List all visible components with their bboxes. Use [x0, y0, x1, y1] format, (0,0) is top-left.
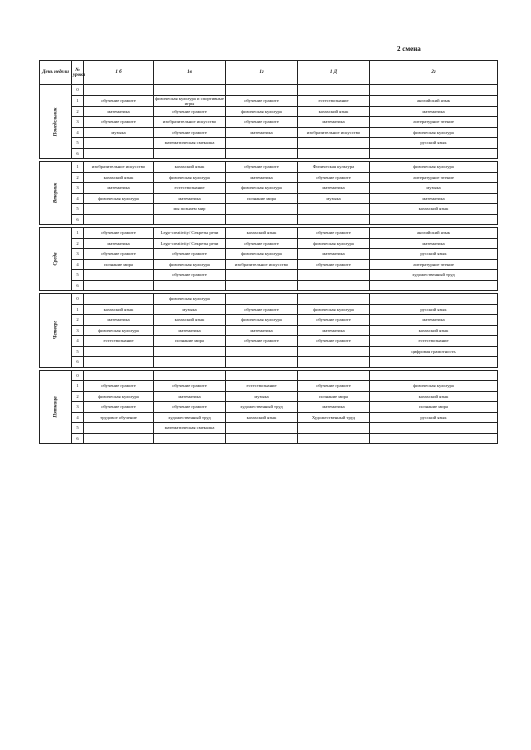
subject-cell: изобразительное искусство — [226, 259, 298, 270]
table-row — [40, 204, 498, 215]
subject-cell: художественный труд — [154, 412, 226, 423]
subject-cell — [370, 433, 498, 444]
subject-cell — [298, 433, 370, 444]
lesson-number: 6 — [72, 214, 84, 225]
subject-cell — [298, 214, 370, 225]
subject-cell: математика — [370, 106, 498, 117]
subject-cell: английский язык — [370, 228, 498, 239]
subject-cell: математика — [370, 193, 498, 204]
subject-cell: физическая культура — [226, 249, 298, 260]
subject-cell: физическая культура — [226, 315, 298, 326]
subject-cell: казахский язык — [226, 412, 298, 423]
lesson-number: 4 — [72, 259, 84, 270]
subject-cell — [298, 85, 370, 96]
lesson-number: 5 — [72, 270, 84, 281]
subject-cell: обучение грамоте — [84, 381, 154, 392]
subject-cell: цифровая грамотность — [370, 346, 498, 357]
subject-cell: трудовое обучение — [84, 412, 154, 423]
subject-cell: обучение грамоте — [154, 402, 226, 413]
subject-cell: обучение грамоте — [84, 249, 154, 260]
subject-cell: музыка — [370, 183, 498, 194]
table-row — [40, 259, 498, 270]
day-name: Вторник — [53, 182, 58, 204]
subject-cell: математика — [298, 183, 370, 194]
lesson-number: 5 — [72, 204, 84, 215]
subject-cell — [298, 204, 370, 215]
subject-cell: литературное чтение — [370, 172, 498, 183]
subject-cell: математика — [154, 391, 226, 402]
subject-cell: казахский язык — [370, 204, 498, 215]
subject-cell: математика — [298, 249, 370, 260]
table-row — [40, 381, 498, 392]
subject-cell — [84, 346, 154, 357]
subject-cell — [298, 357, 370, 368]
subject-cell: математика — [226, 127, 298, 138]
lesson-number: 0 — [72, 370, 84, 381]
subject-cell: Художественный труд — [298, 412, 370, 423]
subject-cell — [370, 148, 498, 159]
day-name: Четверг — [53, 320, 58, 340]
header-class-2g: 2г — [370, 61, 498, 85]
subject-cell — [370, 85, 498, 96]
day-cell — [40, 294, 72, 368]
lesson-number: 6 — [72, 148, 84, 159]
header-class-1b: 1 б — [84, 61, 154, 85]
timetable — [39, 60, 498, 444]
subject-cell: литературное чтение — [370, 117, 498, 128]
subject-cell — [370, 357, 498, 368]
day-name: Среда — [53, 252, 58, 266]
subject-cell — [154, 85, 226, 96]
subject-cell: изобразительное искусство — [154, 117, 226, 128]
subject-cell: естествознание — [84, 336, 154, 347]
subject-cell — [154, 370, 226, 381]
subject-cell: физическая культура — [370, 381, 498, 392]
subject-cell: естествознание — [226, 381, 298, 392]
subject-cell — [154, 346, 226, 357]
shift-label: 2 смена — [397, 45, 421, 53]
lesson-number: 3 — [72, 402, 84, 413]
subject-cell: обучение грамоте — [154, 270, 226, 281]
subject-cell: математика — [84, 315, 154, 326]
subject-cell: физическая культура — [154, 172, 226, 183]
subject-cell: математика — [84, 238, 154, 249]
subject-cell: физическая культура — [370, 162, 498, 173]
subject-cell: математика — [298, 117, 370, 128]
subject-cell — [370, 214, 498, 225]
header-class-1v: 1в — [154, 61, 226, 85]
lesson-number: 2 — [72, 238, 84, 249]
subject-cell: физическая культура — [154, 294, 226, 305]
table-row — [40, 183, 498, 194]
subject-cell: Физическая культура — [298, 162, 370, 173]
subject-cell — [226, 148, 298, 159]
day-name: Пятница — [53, 396, 58, 418]
lesson-number: 1 — [72, 95, 84, 106]
lesson-number: 1 — [72, 228, 84, 239]
lesson-number: 6 — [72, 280, 84, 291]
subject-cell: художественный труд — [370, 270, 498, 281]
table-row — [40, 304, 498, 315]
table-row — [40, 402, 498, 413]
table-row — [40, 325, 498, 336]
subject-cell: физическая культура — [154, 259, 226, 270]
subject-cell — [154, 357, 226, 368]
subject-cell: обучение грамоте — [226, 162, 298, 173]
table-row — [40, 193, 498, 204]
subject-cell: казахский язык — [84, 172, 154, 183]
subject-cell: обучение грамоте — [298, 336, 370, 347]
subject-cell — [298, 280, 370, 291]
table-row — [40, 238, 498, 249]
day-cell — [40, 85, 72, 159]
subject-cell: русский язык — [370, 304, 498, 315]
table-row — [40, 106, 498, 117]
lesson-number: 2 — [72, 391, 84, 402]
subject-cell: изобразительное искусство — [84, 162, 154, 173]
lesson-number: 3 — [72, 117, 84, 128]
day-cell — [40, 162, 72, 225]
table-row — [40, 148, 498, 159]
table-row — [40, 294, 498, 305]
subject-cell: физическая культура и спортивные игры — [155, 95, 224, 106]
subject-cell: математика — [154, 193, 226, 204]
subject-cell: мы познаем мир — [154, 204, 226, 215]
subject-cell: Lego-creativity/ Секреты речи — [154, 238, 226, 249]
lesson-number: 3 — [72, 325, 84, 336]
lesson-number: 0 — [72, 85, 84, 96]
subject-cell: обучение грамоте — [298, 228, 370, 239]
subject-cell — [370, 423, 498, 434]
subject-cell: казахский язык — [370, 325, 498, 336]
subject-cell — [154, 280, 226, 291]
subject-cell — [84, 270, 154, 281]
subject-cell: математика — [370, 315, 498, 326]
subject-cell: математика — [84, 183, 154, 194]
table-row — [40, 391, 498, 402]
subject-cell: физическая культура — [84, 193, 154, 204]
subject-cell: русский язык — [370, 249, 498, 260]
table-row — [40, 228, 498, 239]
subject-cell: казахский язык — [370, 391, 498, 402]
subject-cell — [84, 370, 154, 381]
lesson-number: 1 — [72, 162, 84, 173]
subject-cell — [84, 357, 154, 368]
subject-cell — [226, 294, 298, 305]
lesson-number: 4 — [72, 193, 84, 204]
header-lesson: № урока — [72, 61, 84, 85]
subject-cell: русский язык — [370, 138, 498, 149]
table-row — [40, 249, 498, 260]
subject-cell — [226, 270, 298, 281]
subject-cell: музыка — [298, 193, 370, 204]
subject-cell: математика — [370, 238, 498, 249]
subject-cell: математика — [298, 402, 370, 413]
table-row — [40, 315, 498, 326]
lesson-number: 5 — [72, 423, 84, 434]
subject-cell: познание мира — [370, 402, 498, 413]
table-row — [40, 433, 498, 444]
subject-cell: обучение грамоте — [84, 228, 154, 239]
subject-cell: обучение грамоте — [226, 117, 298, 128]
table-row — [40, 117, 498, 128]
subject-cell: обучение грамоте — [154, 381, 226, 392]
table-row — [40, 127, 498, 138]
subject-cell — [370, 294, 498, 305]
subject-cell — [84, 423, 154, 434]
header-class-1d: 1 Д — [298, 61, 370, 85]
day-name: Понедельник — [53, 107, 58, 136]
subject-cell: обучение грамоте — [154, 127, 226, 138]
lesson-number: 3 — [72, 183, 84, 194]
subject-cell: физическая культура — [298, 304, 370, 315]
subject-cell — [226, 280, 298, 291]
subject-cell — [226, 370, 298, 381]
table-row — [40, 346, 498, 357]
lesson-number: 2 — [72, 106, 84, 117]
table-row — [40, 214, 498, 225]
lesson-number: 0 — [72, 294, 84, 305]
subject-cell — [298, 294, 370, 305]
subject-cell: математическая смекалка — [154, 138, 226, 149]
subject-cell: обучение грамоте — [298, 172, 370, 183]
subject-cell — [226, 138, 298, 149]
subject-cell: обучение грамоте — [226, 238, 298, 249]
subject-cell: обучение грамоте — [226, 304, 298, 315]
subject-cell: математика — [154, 325, 226, 336]
table-row — [40, 336, 498, 347]
subject-cell — [84, 204, 154, 215]
lesson-number: 2 — [72, 315, 84, 326]
subject-cell — [298, 423, 370, 434]
table-row — [40, 280, 498, 291]
subject-cell: обучение грамоте — [84, 117, 154, 128]
lesson-number: 1 — [72, 381, 84, 392]
subject-cell — [298, 346, 370, 357]
subject-cell: познание мира — [226, 193, 298, 204]
subject-cell: математика — [226, 325, 298, 336]
table-row — [40, 357, 498, 368]
subject-cell: русский язык — [370, 412, 498, 423]
subject-cell — [84, 85, 154, 96]
header-class-1g: 1г — [226, 61, 298, 85]
subject-cell — [226, 214, 298, 225]
subject-cell: музыка — [226, 391, 298, 402]
day-cell — [40, 370, 72, 444]
subject-cell — [370, 280, 498, 291]
subject-cell: литературное чтение — [370, 259, 498, 270]
subject-cell: физическая культура — [84, 325, 154, 336]
subject-cell: физическая культура — [84, 391, 154, 402]
table-row — [40, 162, 498, 173]
table-row — [40, 95, 498, 106]
subject-cell: обучение грамоте — [298, 381, 370, 392]
table-row — [40, 423, 498, 434]
subject-cell: физическая культура — [226, 183, 298, 194]
subject-cell — [298, 148, 370, 159]
subject-cell — [84, 148, 154, 159]
subject-cell: музыка — [84, 127, 154, 138]
subject-cell — [226, 423, 298, 434]
subject-cell: изобразительное искусство — [298, 127, 370, 138]
subject-cell — [370, 370, 498, 381]
subject-cell: казахский язык — [154, 162, 226, 173]
lesson-number: 4 — [72, 127, 84, 138]
subject-cell: казахский язык — [84, 304, 154, 315]
table-row — [40, 138, 498, 149]
subject-cell: естествознание — [370, 336, 498, 347]
subject-cell — [84, 138, 154, 149]
table-row — [40, 85, 498, 96]
lesson-number: 6 — [72, 357, 84, 368]
subject-cell: физическая культура — [226, 106, 298, 117]
header-day: День недели — [40, 61, 72, 85]
subject-cell — [298, 370, 370, 381]
subject-cell: обучение грамоте — [226, 95, 298, 106]
subject-cell — [84, 433, 154, 444]
table-row — [40, 412, 498, 423]
table-row — [40, 172, 498, 183]
lesson-number: 2 — [72, 172, 84, 183]
table-row — [40, 370, 498, 381]
subject-cell: познание мира — [154, 336, 226, 347]
subject-cell — [226, 357, 298, 368]
subject-cell: познание мира — [84, 259, 154, 270]
lesson-number: 4 — [72, 336, 84, 347]
table-row — [40, 270, 498, 281]
subject-cell — [84, 214, 154, 225]
subject-cell — [154, 433, 226, 444]
subject-cell — [154, 214, 226, 225]
lesson-number: 5 — [72, 346, 84, 357]
subject-cell: обучение грамоте — [84, 402, 154, 413]
subject-cell — [226, 346, 298, 357]
subject-cell — [84, 280, 154, 291]
subject-cell — [154, 148, 226, 159]
lesson-number: 5 — [72, 138, 84, 149]
subject-cell: музыка — [154, 304, 226, 315]
subject-cell — [298, 138, 370, 149]
subject-cell: физическая культура — [370, 127, 498, 138]
subject-cell: физическая культура — [298, 238, 370, 249]
subject-cell: обучение грамоте — [226, 336, 298, 347]
subject-cell: казахский язык — [226, 228, 298, 239]
subject-cell: английский язык — [370, 95, 498, 106]
lesson-number: 4 — [72, 412, 84, 423]
subject-cell — [226, 433, 298, 444]
header-row — [40, 61, 498, 85]
subject-cell: математика — [84, 106, 154, 117]
subject-cell: художественный труд — [226, 402, 298, 413]
subject-cell — [298, 270, 370, 281]
subject-cell: обучение грамоте — [298, 259, 370, 270]
subject-cell — [226, 85, 298, 96]
subject-cell: Lego-creativity/ Секреты речи — [154, 228, 226, 239]
subject-cell: естествознание — [298, 95, 370, 106]
subject-cell: познание мира — [298, 391, 370, 402]
subject-cell — [226, 204, 298, 215]
subject-cell: казахский язык — [154, 315, 226, 326]
subject-cell — [84, 294, 154, 305]
subject-cell: математика — [298, 325, 370, 336]
subject-cell: обучение грамоте — [84, 95, 154, 106]
subject-cell: математика — [226, 172, 298, 183]
subject-cell: обучение грамоте — [154, 106, 226, 117]
lesson-number: 1 — [72, 304, 84, 315]
day-cell — [40, 228, 72, 291]
lesson-number: 3 — [72, 249, 84, 260]
subject-cell: обучение грамоте — [298, 315, 370, 326]
subject-cell: математическая смекалка — [154, 423, 226, 434]
subject-cell: обучение грамоте — [154, 249, 226, 260]
subject-cell: казахский язык — [298, 106, 370, 117]
subject-cell: естествознание — [154, 183, 226, 194]
lesson-number: 6 — [72, 433, 84, 444]
